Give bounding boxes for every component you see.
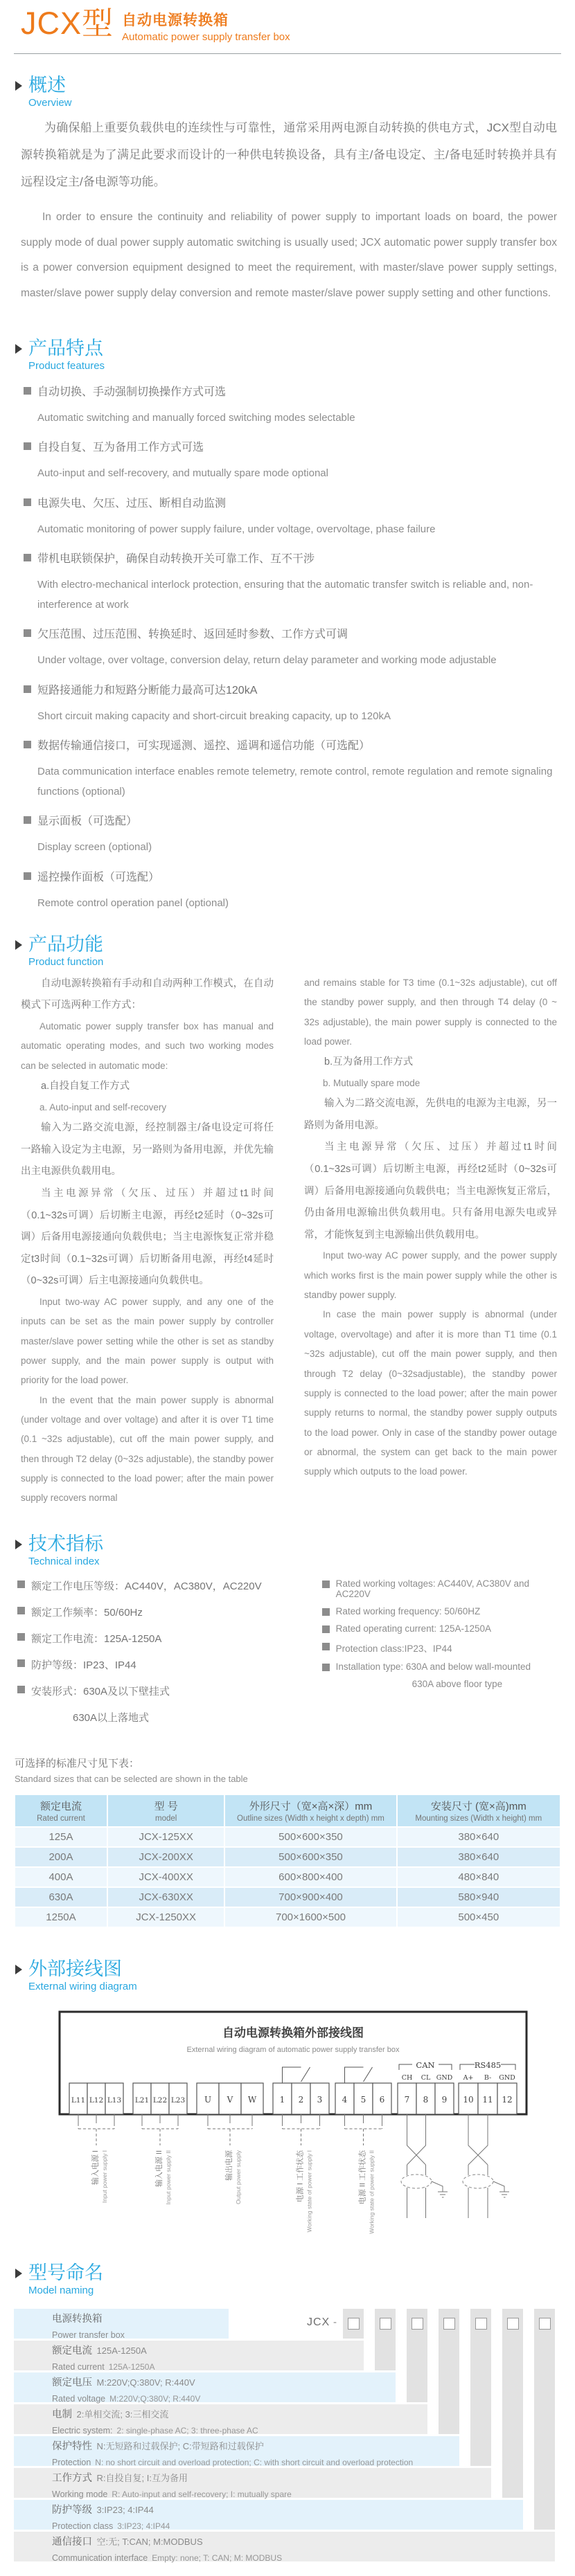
terminal-label: 9 [441, 2094, 448, 2105]
naming-value-en: N: no short circuit and overload protection; C: with short circuit and overload protection [91, 2458, 414, 2468]
wiring-diagram-svg [58, 2010, 529, 2242]
technical-item [322, 1623, 561, 1634]
naming-label-en: Protection [52, 2458, 91, 2468]
sizes-table-head-row [15, 1794, 560, 1827]
can-pin-label: GND [436, 2073, 453, 2082]
bullet-square-icon [24, 554, 31, 561]
naming-label-zh: 额定电压 [52, 2377, 92, 2388]
bullet-square-icon [24, 872, 31, 880]
naming-line-zh [52, 2343, 154, 2359]
feature-text-zh: 欠压范围、过压范围、转换延时、返回延时参数、工作方式可调 [37, 629, 348, 641]
feature-item-zh [24, 868, 558, 884]
technical-text: Rated working frequency: 50/60HZ [335, 1605, 481, 1616]
naming-value-en: 2: single-phase AC; 3: three-phase AC [112, 2426, 258, 2436]
naming-value-en: 125A-1250A [104, 2362, 155, 2372]
model-naming-row-text [52, 2311, 125, 2343]
naming-value-en: 3:IP23; 4:IP44 [113, 2521, 170, 2532]
table-row [15, 1907, 560, 1927]
naming-value-zh: 125A-1250A [92, 2345, 147, 2356]
status-contact-blade [364, 2067, 373, 2082]
naming-line-zh [52, 2438, 413, 2454]
feature-item-zh [24, 625, 558, 641]
feature-text-en: Display screen (optional) [37, 841, 152, 854]
standard-sizes-table [14, 1794, 561, 1928]
technical-item [17, 1631, 322, 1646]
function-paragraph: In case the main power supply is abnormal (under voltage, overvoltage) and after it is more than T1 time (0.1 ~32s adjustable), cut off the main power supply, and then through T2 delay (0~32sadjustable), the standby power supply is connected to the load power; after the main power supply returns to normal, the standby power supply outputs to the load power. Only in case of the standby power outage or abnormal, the system can get back to the main power supply which outputs to the load power. [304, 1309, 557, 1477]
function-paragraph: Automatic power supply transfer box has manual and automatic operating modes, and such two working modes can be selected in automatic mode: [21, 1021, 274, 1071]
section-naming-heading [15, 2262, 575, 2296]
terminal-label: L21 [134, 2096, 150, 2105]
overview-paragraph-en: In order to ensure the continuity and reliability of power supply to important loads on board, the power supply mode of dual power supply automatic switching is usually used; JCX automatic power supply transfer box is a power conversion equipment designed to meet the requirement, with master/slave power supply settings, master/slave power supply delay conversion and remote master/slave power supply setting and other functions. [21, 211, 557, 299]
bullet-square-icon [322, 1580, 330, 1588]
technical-item [17, 1710, 322, 1724]
model-code-box [443, 2318, 455, 2330]
feature-text-en: Automatic switching and manually forced switching modes selectable [37, 412, 355, 424]
ground-symbol-icon [432, 2181, 448, 2197]
technical-item [322, 1661, 561, 1672]
wiring-heading-zh: 外部接线图 [28, 1958, 122, 1979]
technical-heading-en: Technical index [28, 1555, 100, 1567]
table-cell: 580×940 [397, 1887, 560, 1907]
header-label-zh: 额定电流 [39, 1800, 82, 1812]
section-function-heading [15, 934, 575, 968]
function-column-right [304, 973, 557, 1508]
feature-text-en: Data communication interface enables remote telemetry, remote control, remote regulation and remote signaling functions (optional) [37, 765, 553, 798]
ground-symbol-icon [493, 2181, 509, 2197]
wire-group-label-en: Output power supply [235, 2150, 242, 2204]
header-label-zh: 外形尺寸（宽×高×深）mm [249, 1800, 373, 1812]
naming-label-en: Rated voltage [52, 2394, 106, 2404]
wire-group-label-en: Working state of power supply I [306, 2150, 313, 2233]
feature-item-zh [24, 494, 558, 510]
naming-label-zh: 保护特性 [52, 2440, 92, 2452]
model-code-box [412, 2318, 423, 2330]
triangle-bullet-icon [15, 2269, 22, 2278]
naming-label-en: Electric system: [52, 2426, 113, 2436]
bullet-square-icon [24, 741, 31, 748]
terminal-label: U [204, 2094, 212, 2105]
model-naming-row-text [52, 2406, 258, 2438]
naming-value-zh: 空:无; T:CAN; M:MODBUS [92, 2536, 203, 2547]
naming-label-en: Working mode [52, 2489, 108, 2500]
table-cell: 380×640 [397, 1847, 560, 1867]
sizes-table-header [107, 1794, 224, 1827]
naming-value-zh: N:无短路和过载保护; C:带短路和过载保护 [92, 2440, 264, 2451]
terminal-label: 11 [482, 2094, 493, 2105]
table-cell: 200A [15, 1847, 107, 1867]
model-code-box [507, 2318, 519, 2330]
naming-value-zh: 2:单相交流; 3:三相交流 [72, 2408, 169, 2420]
table-cell: 1250A [15, 1907, 107, 1927]
bullet-square-icon [24, 816, 31, 824]
features-list [24, 383, 558, 913]
table-cell: JCX-400XX [107, 1867, 224, 1887]
status-contact-line [283, 2067, 301, 2083]
function-paragraph: 输入为二路交流电源，经控制器主/备电设定可将任一路输入设定为主电源，另一路则为备用电源，并优先输出主电源供负载用电。 [21, 1122, 274, 1178]
wire-group-label-zh: 电源 I 工作状态 [296, 2150, 305, 2202]
feature-text-zh: 带机电联锁保护，确保自动转换开关可靠工作、互不干涉 [37, 552, 315, 565]
model-naming-row-text [52, 2470, 292, 2502]
table-cell: 380×640 [397, 1827, 560, 1847]
feature-text-en: Automatic monitoring of power supply failure, under voltage, overvoltage, phase failure [37, 523, 436, 535]
function-paragraph: 输入为二路交流电源，先供电的电源为主电源，另一路则为备用电源。 [304, 1098, 557, 1131]
table-row [15, 1847, 560, 1867]
features-heading-en: Product features [28, 360, 105, 372]
technical-item [322, 1641, 561, 1655]
feature-text-zh: 自动切换、手动强制切换操作方式可选 [37, 386, 227, 399]
product-title-zh: 自动电源转换箱 [122, 12, 229, 28]
technical-text: Installation type: 630A and below wall-mounted [335, 1661, 531, 1672]
bullet-square-icon [17, 1580, 25, 1588]
cable-bracket [345, 2123, 382, 2145]
terminal-label: L11 [71, 2096, 86, 2105]
sizes-table-header [224, 1794, 396, 1827]
feature-text-zh: 电源失电、欠压、过压、断相自动监测 [37, 497, 227, 510]
bullet-square-icon [24, 498, 31, 506]
naming-grid-column [502, 2309, 523, 2498]
technical-heading-zh: 技术指标 [28, 1533, 103, 1554]
feature-text-en: Auto-input and self-recovery, and mutually spare mode optional [37, 467, 328, 480]
feature-text-zh: 短路接通能力和短路分断能力最高可达120kA [37, 684, 258, 696]
table-row [15, 1827, 560, 1847]
triangle-bullet-icon [15, 940, 22, 950]
function-paragraph: b.互为备用工作方式 [324, 1056, 414, 1068]
model-naming-row-text [52, 2534, 282, 2566]
cable-shield [401, 2174, 432, 2188]
cable-shield [463, 2174, 493, 2188]
technical-item [17, 1684, 322, 1698]
technical-text: 额定工作电压等级：AC440V，AC380V，AC220V [31, 1580, 262, 1592]
section-overview-heading [15, 75, 575, 109]
rs485-pin-label: A+ [463, 2073, 474, 2082]
header-label-en: Outline sizes (Width x height x depth) mm [237, 1814, 384, 1823]
naming-line-zh [52, 2470, 292, 2486]
naming-value-en: R: Auto-input and self-recovery; I: mutually spare [107, 2489, 292, 2500]
sizes-table-header [397, 1794, 560, 1827]
model-naming-table [14, 2309, 561, 2566]
feature-item-zh [24, 550, 558, 566]
feature-text-en: Remote control operation panel (optional) [37, 897, 229, 909]
naming-label-zh: 电源转换箱 [52, 2313, 103, 2325]
terminal-label: L23 [170, 2096, 186, 2105]
bullet-square-icon [24, 442, 31, 450]
can-label: CAN [416, 2060, 435, 2070]
rs485-pin-label: B- [484, 2073, 492, 2082]
function-heading-zh: 产品功能 [28, 933, 103, 955]
triangle-bullet-icon [15, 1540, 22, 1549]
header-label-zh: 安装尺寸 (宽×高)mm [430, 1800, 527, 1812]
technical-text: Protection class:IP23、IP44 [335, 1643, 452, 1654]
terminal-label: 3 [317, 2094, 323, 2105]
function-paragraph: 当主电源异常（欠压、过压）并超过t1时间（0.1~32s可调）后切断主电源，再经t2延时（0~32s可调）后备用电源接通向负载供电；当主电源恢复正常后，仍由备用电源输出供负载用电。只有备用电源失电或异常，才能恢复到主电源输出供负载用电。 [304, 1142, 557, 1241]
function-paragraph: a. Auto-input and self-recovery [39, 1101, 167, 1113]
twisted-pair-wires [468, 2114, 488, 2175]
model-code-box [348, 2318, 360, 2330]
overview-heading-en: Overview [28, 97, 72, 109]
table-cell: 500×600×350 [224, 1827, 396, 1847]
naming-label-zh: 电制 [52, 2408, 72, 2420]
rs485-pin-label: GND [499, 2073, 515, 2082]
status-contact-line [345, 2067, 364, 2083]
technical-columns [17, 1578, 561, 1736]
naming-heading-zh: 型号命名 [28, 2262, 103, 2283]
table-cell: 400A [15, 1867, 107, 1887]
triangle-bullet-icon [15, 344, 22, 354]
terminal-label: 10 [463, 2094, 474, 2105]
terminal-label: 12 [502, 2094, 513, 2105]
table-cell: JCX-1250XX [107, 1907, 224, 1927]
terminal-label: 5 [360, 2094, 366, 2105]
naming-line-zh [52, 2375, 200, 2390]
cable-bracket [142, 2123, 178, 2145]
table-cell: 500×450 [397, 1907, 560, 1927]
bullet-square-icon [322, 1608, 330, 1616]
table-cell: 700×900×400 [224, 1887, 396, 1907]
bullet-square-icon [17, 1686, 25, 1693]
naming-label-zh: 额定电流 [52, 2345, 92, 2357]
technical-text: Rated working voltages: AC440V, AC380V and AC220V [335, 1578, 530, 1599]
rs485-bracket [501, 2064, 515, 2070]
technical-text: 630A以上落地式 [73, 1711, 150, 1724]
function-paragraph: Input two-way AC power supply, and any one of the inputs can be set as the main power supply by controller master/slave power setting while the other is set as standby power supply, and the main power supply is output with priority for the load power. [21, 1296, 274, 1386]
table-intro-en: Standard sizes that can be selected are shown in the table [15, 1773, 248, 1784]
sizes-table-header [15, 1794, 107, 1827]
feature-text-zh: 自投自复、互为备用工作方式可选 [37, 442, 204, 454]
bullet-square-icon [322, 1625, 330, 1633]
table-intro-zh: 可选择的标准尺寸见下表： [15, 1757, 140, 1769]
table-cell: JCX-630XX [107, 1887, 224, 1907]
twisted-pair-wires [407, 2114, 426, 2175]
terminal-label: 2 [298, 2094, 304, 2105]
function-paragraph: In the event that the main power supply is abnormal (under voltage and over voltage) and after it is over T1 time (0.1 ~32s adjustable), cut off the main power supply, and then through T2 delay (0~32s adjustable), the standby power supply is connected to the load power; after the main power supply recovers normal [21, 1394, 274, 1504]
naming-line-en [52, 2550, 282, 2566]
header-label-en: Mounting sizes (Width x height) mm [415, 1814, 542, 1823]
model-prefix: JCX [307, 2316, 330, 2328]
feature-text-en: With electro-mechanical interlock protection, ensuring that the automatic transfer switch is reliable and, non-interference at work [37, 578, 533, 611]
table-cell: 600×800×400 [224, 1867, 396, 1887]
product-title-block [122, 9, 290, 43]
naming-line-zh [52, 2502, 170, 2518]
table-cell: JCX-200XX [107, 1847, 224, 1867]
cable-bracket [283, 2123, 320, 2145]
can-pin-label: CH [401, 2073, 413, 2082]
technical-item [322, 1578, 561, 1599]
terminal-label: 8 [423, 2094, 429, 2105]
function-columns [21, 973, 557, 1508]
bullet-square-icon [17, 1633, 25, 1641]
wiring-heading-en: External wiring diagram [28, 1980, 137, 1992]
naming-heading-en: Model naming [28, 2284, 94, 2296]
function-paragraph: and remains stable for T3 time (0.1~32s adjustable), cut off the standby power supply, and then through T4 delay (0 ~ 32s adjustable), the main power supply is connected to the load power. [304, 977, 557, 1047]
header-label-en: model [154, 1814, 177, 1823]
model-naming-row-text [52, 2343, 154, 2375]
header-divider [14, 53, 561, 54]
can-bracket [439, 2064, 452, 2070]
model-naming-row-text [52, 2375, 200, 2406]
wiring-title-zh: 自动电源转换箱外部接线图 [222, 2026, 364, 2040]
section-wiring-heading [15, 1958, 575, 1992]
status-contact-blade [301, 2067, 310, 2082]
bullet-square-icon [17, 1659, 25, 1667]
table-row [15, 1867, 560, 1887]
overview-paragraph-zh: 为确保船上重要负载供电的连续性与可靠性，通常采用两电源自动转换的供电方式，JCX型自动电源转换箱就是为了满足此要求而设计的一种供电转换设备，具有主/备电设定、主/备电延时转换并具有远程设定主/备电源等功能。 [21, 121, 557, 189]
terminal-label: 4 [342, 2094, 348, 2105]
terminal-label: L12 [89, 2096, 104, 2105]
table-row [15, 1887, 560, 1907]
model-prefix-dash: - [333, 2316, 337, 2328]
section-technical-heading [15, 1533, 575, 1567]
naming-label-en: Communication interface [52, 2553, 148, 2564]
technical-list-en [322, 1578, 561, 1736]
triangle-bullet-icon [15, 81, 22, 91]
feature-item-zh [24, 681, 558, 697]
technical-text: 额定工作频率：50/60Hz [31, 1606, 143, 1619]
overview-heading-zh: 概述 [28, 75, 66, 96]
terminal-label: W [247, 2094, 257, 2105]
header-label-zh: 型 号 [154, 1800, 178, 1812]
technical-item [17, 1578, 322, 1593]
model-code-box [475, 2318, 487, 2330]
feature-item-zh [24, 812, 558, 828]
can-pin-label: CL [421, 2073, 431, 2082]
bullet-square-icon [17, 1607, 25, 1614]
technical-text: 额定工作电流：125A-1250A [31, 1632, 162, 1645]
function-column-left [21, 973, 274, 1508]
wire-group-label-zh: 输出电源 [225, 2150, 233, 2181]
function-paragraph: a.自投自复工作方式 [41, 1081, 130, 1092]
naming-label-zh: 通信接口 [52, 2536, 92, 2548]
wiring-title-en: External wiring diagram of automatic power supply transfer box [186, 2045, 400, 2054]
header-label-en: Rated current [37, 1814, 85, 1823]
function-paragraph: Input two-way AC power supply, and the power supply which works first is the main power supply while the other is standby power supply. [304, 1250, 557, 1301]
feature-text-zh: 显示面板（可选配） [37, 816, 138, 828]
technical-list-zh [17, 1578, 322, 1736]
technical-text: 防护等级：IP23、IP44 [31, 1659, 136, 1671]
section-features-heading [15, 338, 575, 372]
naming-label-en: Power transfer box [52, 2330, 125, 2341]
rs485-label: RS485 [474, 2060, 502, 2070]
bullet-square-icon [322, 1643, 330, 1650]
model-naming-row-text [52, 2502, 170, 2534]
terminal-label: 6 [379, 2094, 385, 2105]
function-paragraph: 当主电源异常（欠压、过压）并超过t1时间（0.1~32s可调）后切断主电源，再经t2延时（0~32s可调）后备用电源接通向负载供电；当主电源恢复正常并稳定t3时间（0.1~32s可调）后切断备用电源，再经t4延时（0~32s可调）后主电源接通向负载供电。 [21, 1187, 274, 1287]
twisted-pair-wires [468, 2188, 488, 2218]
table-cell: 480×840 [397, 1867, 560, 1887]
function-paragraph: b. Mutually spare mode [323, 1077, 421, 1088]
product-model-title: JCX型 [21, 6, 114, 41]
naming-label-en: Rated current [52, 2362, 105, 2372]
function-heading-en: Product function [28, 955, 104, 968]
technical-item [322, 1679, 561, 1689]
rs485-bracket [460, 2064, 475, 2070]
wiring-diagram-container [58, 2010, 575, 2246]
naming-grid-column [470, 2309, 491, 2466]
wire-group-label-en: Working state of power supply II [368, 2150, 375, 2234]
page-header [0, 0, 575, 43]
cable-bracket [208, 2123, 252, 2145]
product-title-en: Automatic power supply transfer box [122, 31, 290, 43]
feature-text-zh: 数据传输通信接口，可实现遥测、遥控、遥调和遥信功能（可选配） [37, 739, 371, 752]
terminal-label: L22 [152, 2096, 168, 2105]
twisted-pair-wires [407, 2188, 426, 2218]
table-cell: 125A [15, 1827, 107, 1847]
naming-line-zh [52, 2534, 282, 2550]
feature-text-en: Under voltage, over voltage, conversion delay, return delay parameter and working mode adjustable [37, 654, 497, 667]
naming-line-zh [52, 2406, 258, 2422]
bullet-square-icon [24, 387, 31, 395]
naming-label-zh: 工作方式 [52, 2472, 92, 2484]
naming-value-en: M:220V;Q:380V; R:440V [105, 2394, 201, 2404]
wire-group-label-zh: 输入电源 I [91, 2150, 100, 2185]
naming-label-en: Protection class [52, 2521, 114, 2532]
table-cell: 630A [15, 1887, 107, 1907]
naming-value-zh: R:自投自复; I:互为备用 [92, 2472, 188, 2483]
naming-value-zh: M:220V;Q:380V; R:440V [92, 2377, 195, 2388]
table-cell: 700×1600×500 [224, 1907, 396, 1927]
feature-item-zh [24, 737, 558, 753]
can-bracket [399, 2064, 412, 2070]
bullet-square-icon [24, 685, 31, 693]
model-naming-row-text [52, 2438, 413, 2470]
naming-label-zh: 防护等级 [52, 2504, 92, 2516]
terminal-label: 1 [279, 2094, 285, 2105]
bottom-padding [0, 2566, 575, 2576]
feature-text-zh: 遥控操作面板（可选配） [37, 871, 160, 883]
sizes-table-body [15, 1827, 560, 1927]
function-paragraph: 自动电源转换箱有手动和自动两种工作模式，在自动模式下可选两种工作方式： [21, 978, 274, 1011]
wire-group-label-zh: 电源 II 工作状态 [358, 2150, 367, 2205]
naming-line-zh [52, 2311, 125, 2327]
triangle-bullet-icon [15, 1965, 22, 1974]
features-heading-zh: 产品特点 [28, 338, 103, 359]
terminal-label: 7 [404, 2094, 410, 2105]
technical-text: Rated operating current: 125A-1250A [335, 1623, 491, 1634]
feature-text-en: Short circuit making capacity and short-circuit breaking capacity, up to 120kA [37, 710, 391, 722]
bullet-square-icon [322, 1664, 330, 1671]
naming-value-en: Empty: none; T: CAN; M: MODBUS [148, 2553, 283, 2564]
terminal-label: L13 [107, 2096, 122, 2105]
model-code-box [539, 2318, 551, 2330]
wire-group-label-en: Input power supply II [165, 2150, 172, 2205]
naming-value-zh: 3:IP23; 4:IP44 [92, 2504, 154, 2515]
wire-group-label-zh: 输入电源 II [155, 2150, 163, 2187]
feature-item-zh [24, 438, 558, 454]
table-cell: JCX-125XX [107, 1827, 224, 1847]
model-code-box [380, 2318, 391, 2330]
naming-grid-column [534, 2309, 555, 2530]
table-cell: 500×600×350 [224, 1847, 396, 1867]
technical-text: 安装形式：630A及以下壁挂式 [31, 1685, 170, 1697]
technical-text: 630A above floor type [412, 1678, 503, 1689]
terminal-label: V [227, 2094, 233, 2105]
technical-item [322, 1606, 561, 1616]
wire-group-label-en: Input power supply I [101, 2150, 108, 2203]
bullet-square-icon [24, 629, 31, 637]
cable-bracket [78, 2123, 114, 2145]
feature-item-zh [24, 383, 558, 399]
technical-item [17, 1605, 322, 1619]
technical-item [17, 1657, 322, 1672]
